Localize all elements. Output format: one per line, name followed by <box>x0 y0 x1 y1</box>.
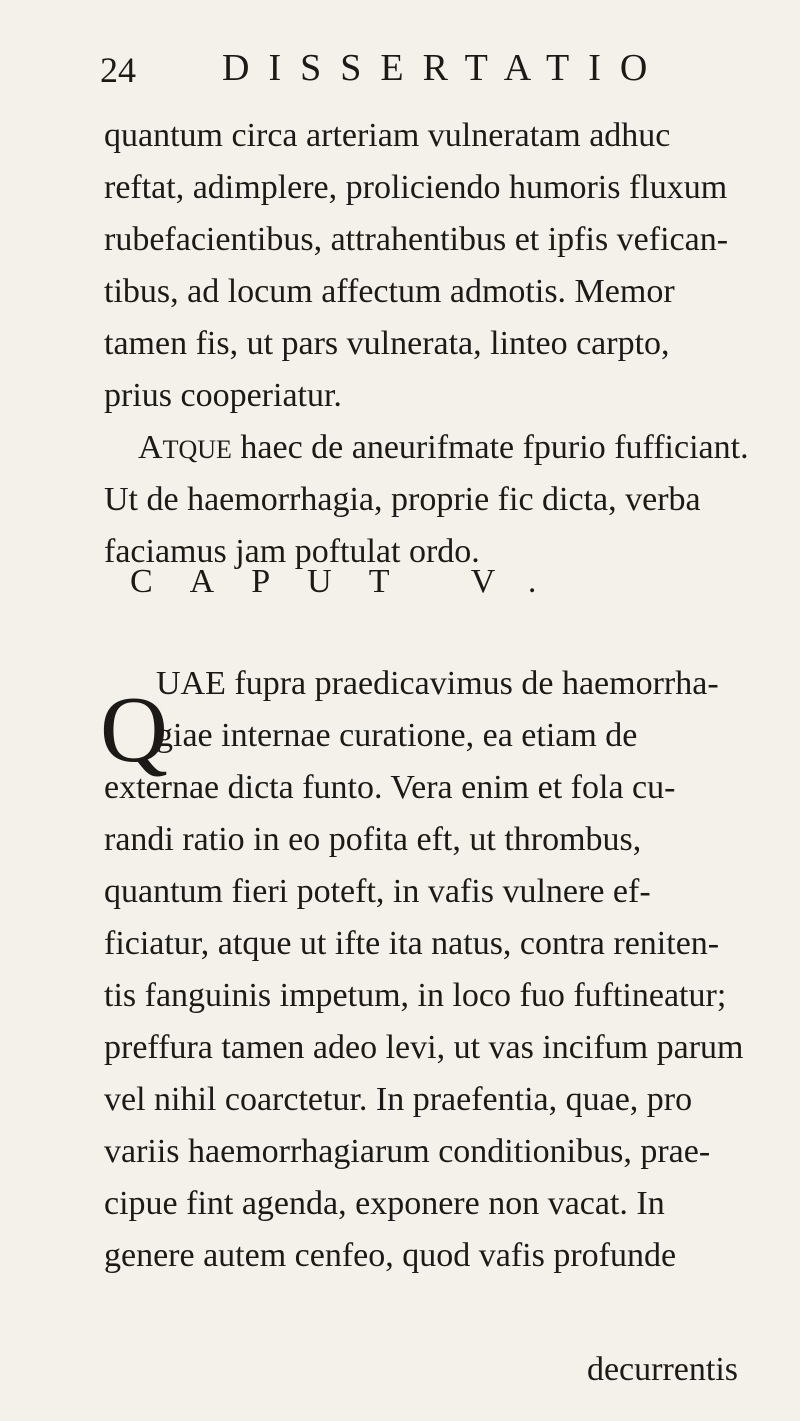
opening-line-text: haec de aneurifmate fpurio fufficiant. <box>231 429 749 466</box>
text-line: variis haemorrhagiarum conditionibus, prae- <box>104 1133 711 1170</box>
text-line: tis fanguinis impetum, in loco fuo fuftineatur; <box>104 977 727 1014</box>
text-line: externae dicta funto. Vera enim et fola cu- <box>104 769 676 806</box>
text-line: giae internae curatione, ea etiam de <box>156 717 638 754</box>
text-line: UAE fupra praedicavimus de haemorrha- <box>156 665 719 702</box>
chapter-heading: CAPUT V. <box>130 563 574 600</box>
text-line: cipue fint agenda, exponere non vacat. In <box>104 1185 665 1222</box>
small-caps-word: TQUE <box>162 435 232 464</box>
catchword: decurrentis <box>586 1351 738 1388</box>
text-line: reftat, adimplere, proliciendo humoris fluxum <box>104 169 728 206</box>
text-line: tibus, ad locum affectum admotis. Memor <box>104 273 675 310</box>
text-block-lower <box>104 658 794 1282</box>
page-number: 24 <box>100 50 136 90</box>
text-line: faciamus jam poftulat ordo. <box>104 533 480 570</box>
page-header <box>100 44 700 94</box>
text-line: quantum fieri poteft, in vafis vulnere ef- <box>104 873 651 910</box>
text-line: rubefacientibus, attrahentibus et ipfis vefican- <box>104 221 729 258</box>
text-line: quantum circa arteriam vulneratam adhuc <box>104 117 671 154</box>
text-block-upper <box>104 110 794 578</box>
text-line: randi ratio in eo pofita eft, ut thrombus, <box>104 821 642 858</box>
text-line: Ut de haemorrhagia, proprie fic dicta, verba <box>104 481 701 518</box>
text-line: prius cooperiatur. <box>104 377 342 414</box>
drop-cap: Q <box>100 678 168 782</box>
text-line: tamen fis, ut pars vulnerata, linteo carpto, <box>104 325 670 362</box>
paragraph-opening-line <box>104 422 794 474</box>
text-line: preffura tamen adeo levi, ut vas incifum parum <box>104 1029 744 1066</box>
text-line: vel nihil coarctetur. In praefentia, quae, pro <box>104 1081 693 1118</box>
text-line: genere autem cenfeo, quod vafis profunde <box>104 1237 677 1274</box>
text-line: ficiatur, atque ut ifte ita natus, contra reniten- <box>104 925 720 962</box>
initial-capital: A <box>138 429 163 466</box>
running-head: DISSERTATIO <box>222 47 667 89</box>
